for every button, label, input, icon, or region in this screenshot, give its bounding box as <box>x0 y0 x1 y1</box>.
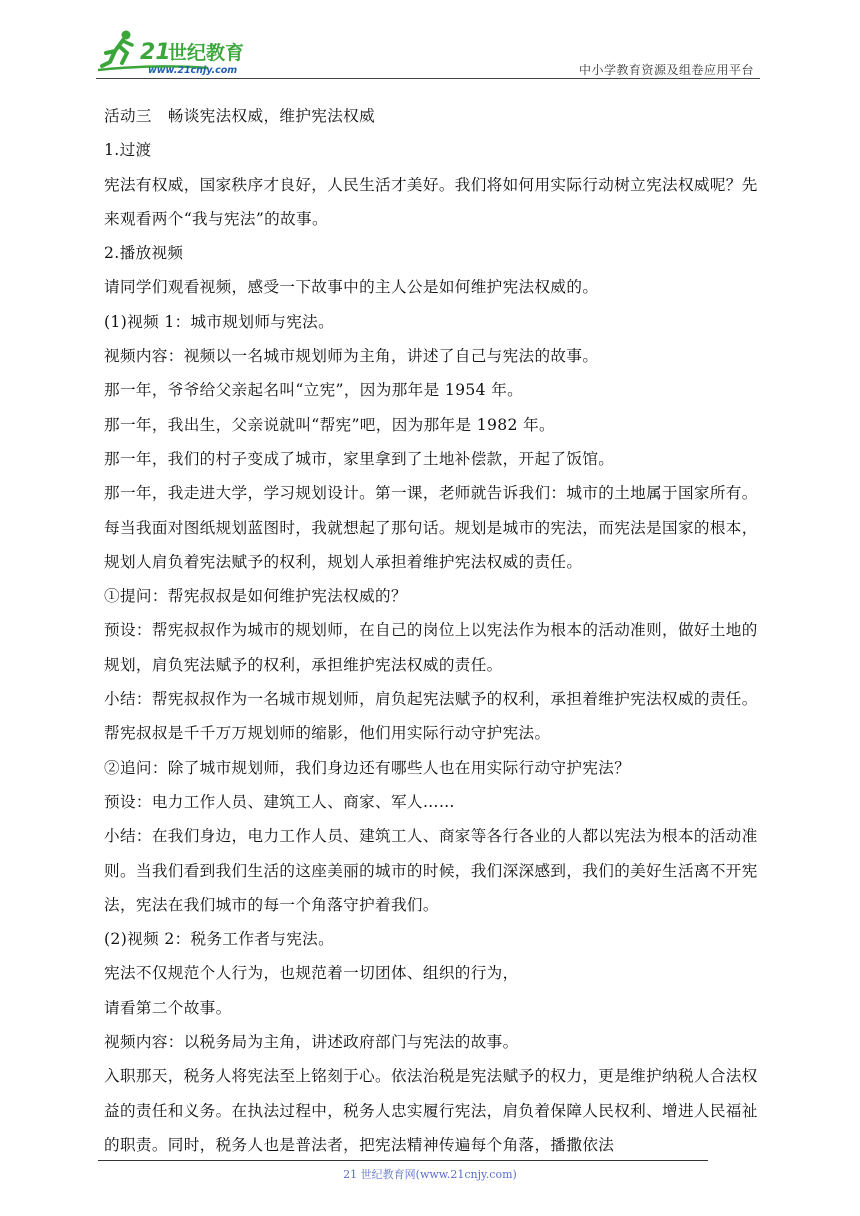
step-transition-heading: 1.过渡 <box>104 141 152 160</box>
logo-text: 世纪教育 <box>168 42 245 64</box>
footer-text: 21 世纪教育网(www.21cnjy.com) <box>343 1168 517 1181</box>
paragraph: 预设：帮宪叔叔作为城市的规划师，在自己的岗位上以宪法作为根本的活动准则，做好土地的规划，肩负宪法赋予的权利，承担维护宪法权威的责任。 <box>104 621 758 674</box>
summary-paragraph: 小结：在我们身边，电力工作人员、建筑工人、商家等各行各业的人都以宪法为根本的活动准则。当我们看到我们生活的这座美丽的城市的时候，我们深深感到，我们的美好生活离不开宪法，宪法在我们城市的每一个角落守护着我们。 <box>104 827 758 914</box>
paragraph: 视频内容：以税务局为主角，讲述政府部门与宪法的故事。 <box>104 1033 519 1052</box>
paragraph: 入职那天，税务人将宪法至上铭刻于心。依法治税是宪法赋予的权力，更是维护纳税人合法权益的责任和义务。在执法过程中，税务人忠实履行宪法，肩负着保障人民权利、增进人民福祉的职责。同时，税务人也是普法者，把宪法精神传遍每个角落，播撒依法 <box>104 1067 758 1154</box>
paragraph: 宪法有权威，国家秩序才良好，人民生活才美好。我们将如何用实际行动树立宪法权威呢？先来观看两个“我与宪法”的故事。 <box>104 175 758 228</box>
paragraph: 那一年，爷爷给父亲起名叫“立宪”，因为那年是 1954 年。 <box>104 381 524 400</box>
step-play-video-heading: 2.播放视频 <box>104 244 184 263</box>
header-divider <box>96 78 760 79</box>
paragraph: 那一年，我们的村子变成了城市，家里拿到了土地补偿款，开起了饭馆。 <box>104 449 615 468</box>
summary-paragraph: 小结：帮宪叔叔作为一名城市规划师，肩负起宪法赋予的权利，承担着维护宪法权威的责任。帮宪叔叔是千千万万规划师的缩影，他们用实际行动守护宪法。 <box>104 690 758 743</box>
paragraph: 宪法不仅规范个人行为，也规范着一切团体、组织的行为， <box>104 964 519 983</box>
page-header <box>96 26 760 78</box>
question-paragraph: ①提问：帮宪叔叔是如何维护宪法权威的？ <box>104 587 407 606</box>
video-two-heading: (2)视频 2：税务工作者与宪法。 <box>104 930 335 949</box>
paragraph: 视频内容：视频以一名城市规划师为主角，讲述了自己与宪法的故事。 <box>104 347 599 366</box>
svg-text:21: 21 <box>140 40 171 65</box>
video-one-heading: (1)视频 1：城市规划师与宪法。 <box>104 312 335 331</box>
footer-divider <box>98 1160 708 1161</box>
document-body <box>104 99 764 1162</box>
paragraph: 那一年，我走进大学，学习规划设计。第一课，老师就告诉我们：城市的土地属于国家所有。每当我面对图纸规划蓝图时，我就想起了那句话。规划是城市的宪法，而宪法是国家的根本，规划人肩负着宪法赋予的权利，规划人承担着维护宪法权威的责任。 <box>104 484 758 571</box>
header-tagline: 中小学教育资源及组卷应用平台 <box>578 63 754 77</box>
21cnjy-logo <box>96 26 266 76</box>
paragraph: 预设：电力工作人员、建筑工人、商家、军人…… <box>104 792 455 811</box>
runner-icon <box>102 31 132 67</box>
logo-url: www.21cnjy.com <box>148 65 238 76</box>
paragraph: 请看第二个故事。 <box>104 998 232 1017</box>
question-paragraph: ②追问：除了城市规划师，我们身边还有哪些人也在用实际行动守护宪法？ <box>104 758 631 777</box>
paragraph: 那一年，我出生，父亲说就叫“帮宪”吧，因为那年是 1982 年。 <box>104 415 555 434</box>
heading-activity-three: 活动三 畅谈宪法权威，维护宪法权威 <box>104 107 376 125</box>
paragraph: 请同学们观看视频，感受一下故事中的主人公是如何维护宪法权威的。 <box>104 278 599 297</box>
